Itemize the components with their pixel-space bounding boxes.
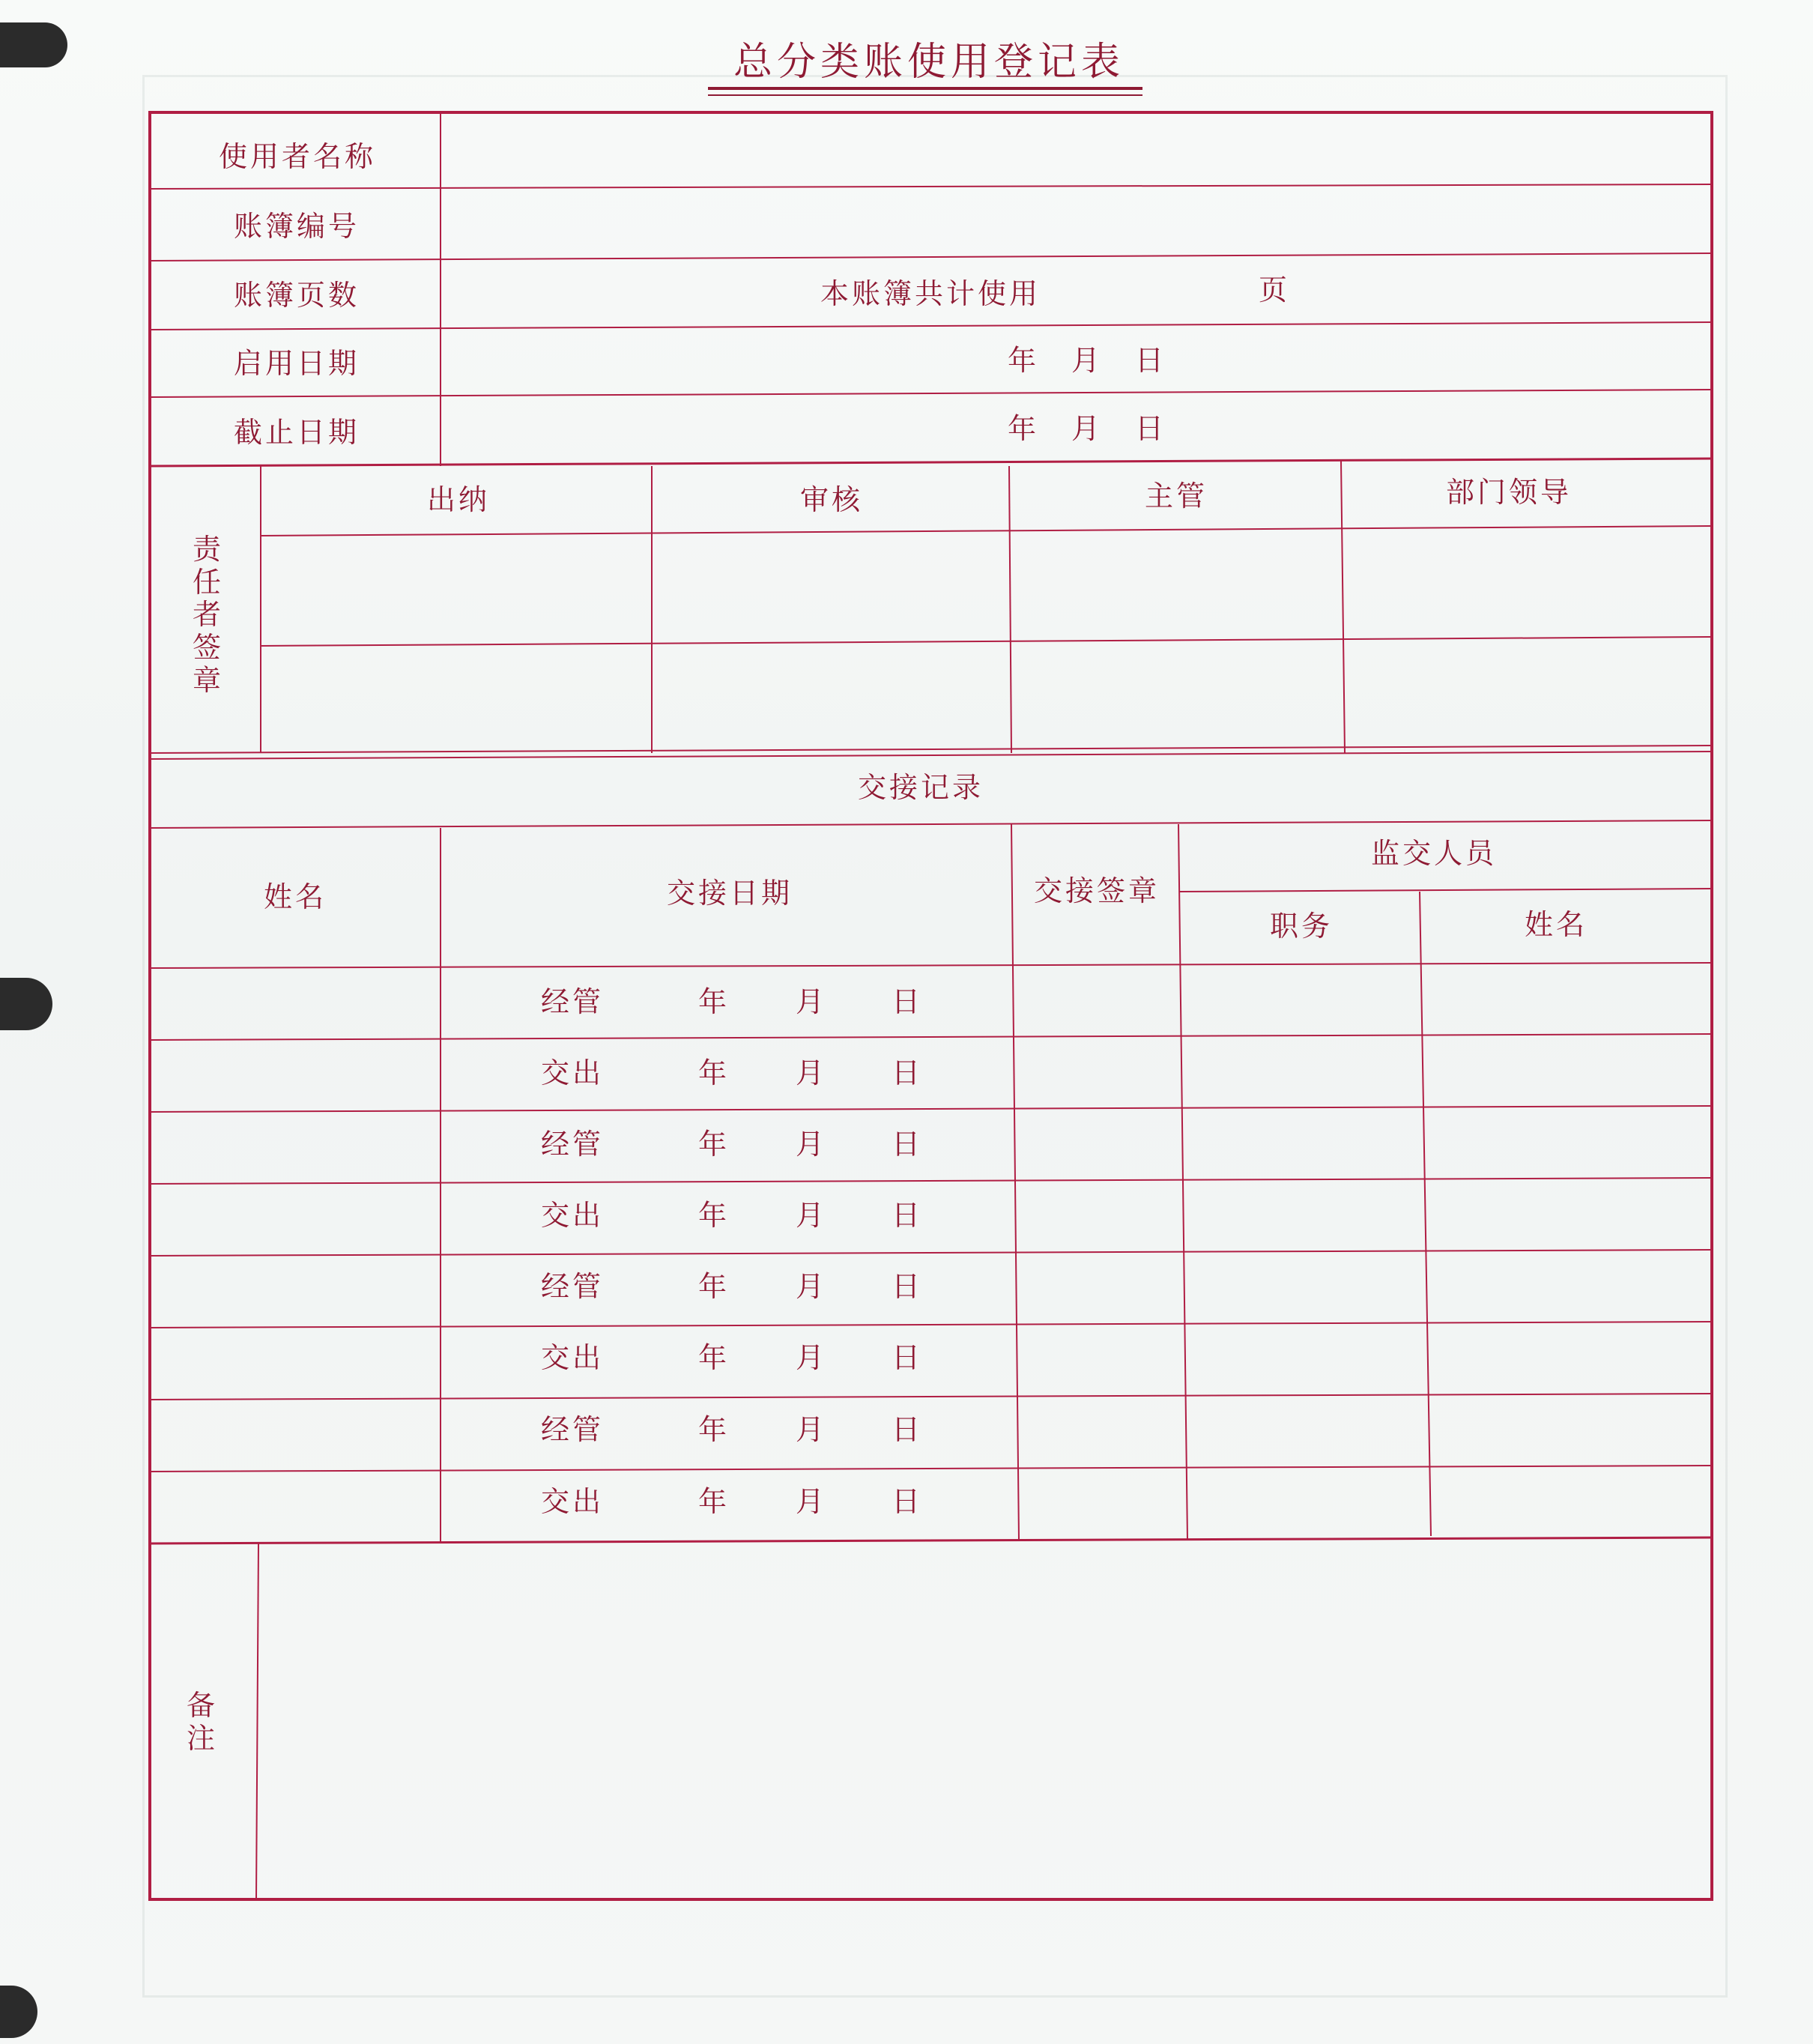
handover-row-year: 年 xyxy=(698,1128,730,1161)
handover-row-month: 月 xyxy=(796,1128,828,1161)
rule-row-5 xyxy=(150,1322,1712,1328)
handover-row-type: 经管 xyxy=(541,1128,605,1161)
handover-row-type: 交出 xyxy=(541,1485,605,1518)
handover-row-month: 月 xyxy=(796,1199,828,1232)
rule-row-2 xyxy=(150,1106,1712,1112)
handover-row-type: 经管 xyxy=(541,1413,605,1446)
resp-col-audit: 审核 xyxy=(800,483,864,516)
rule-handover-title xyxy=(150,820,1712,828)
handover-header-position: 职务 xyxy=(1270,910,1334,943)
rule-info-1 xyxy=(150,184,1712,189)
rule-handover-header xyxy=(150,963,1712,968)
start-date-month: 月 xyxy=(1071,344,1104,377)
rule-info-2 xyxy=(150,253,1712,261)
handover-header-supervisor-name: 姓名 xyxy=(1525,908,1588,941)
rule-resp-1 xyxy=(261,526,1712,536)
handover-row-type: 交出 xyxy=(541,1056,605,1089)
rule-resp-2 xyxy=(261,637,1712,646)
rule-remarks-vertical xyxy=(256,1543,258,1899)
handover-row-month: 月 xyxy=(796,1413,828,1446)
rule-info-4 xyxy=(150,390,1712,397)
end-date-label: 截止日期 xyxy=(234,416,360,449)
handover-row-day: 日 xyxy=(892,1485,924,1518)
end-date-month: 月 xyxy=(1071,412,1104,445)
handover-row-type: 交出 xyxy=(541,1341,605,1374)
rule-row-6 xyxy=(150,1394,1712,1400)
end-date-year: 年 xyxy=(1008,412,1040,445)
handover-header-supervisor: 监交人员 xyxy=(1371,837,1498,870)
handover-row-year: 年 xyxy=(698,985,730,1018)
handover-row-day: 日 xyxy=(892,1128,924,1161)
handover-row-year: 年 xyxy=(698,1056,730,1089)
responsibility-label: 责任者签章 xyxy=(192,533,221,697)
handover-row-day: 日 xyxy=(892,1413,924,1446)
handover-row-type: 经管 xyxy=(541,1270,605,1303)
end-date-day: 日 xyxy=(1135,412,1167,445)
handover-row-month: 月 xyxy=(796,1270,828,1303)
form-title: 总分类账使用登记表 xyxy=(733,40,1125,85)
page-count-text: 本账簿共计使用 xyxy=(820,277,1041,310)
resp-col-supervisor: 主管 xyxy=(1145,480,1208,512)
rule-info-3 xyxy=(150,322,1712,330)
handover-header-name: 姓名 xyxy=(264,880,327,913)
handover-row-type: 交出 xyxy=(541,1199,605,1232)
rule-handover-vertical-3 xyxy=(1178,824,1187,1540)
handover-row-year: 年 xyxy=(698,1270,730,1303)
handover-row-month: 月 xyxy=(796,985,828,1018)
rule-handover-vertical-2 xyxy=(1011,824,1019,1540)
handover-row-day: 日 xyxy=(892,1199,924,1232)
rule-resp-vertical-2 xyxy=(1009,466,1011,753)
user-name-label: 使用者名称 xyxy=(219,140,377,173)
handover-row-day: 日 xyxy=(892,985,924,1018)
remarks-label: 备注 xyxy=(186,1689,215,1755)
rule-row-3 xyxy=(150,1178,1712,1184)
book-number-field[interactable] xyxy=(450,193,1701,253)
page-count-label: 账簿页数 xyxy=(234,279,360,312)
handover-row-day: 日 xyxy=(892,1341,924,1374)
rule-info-5 xyxy=(150,459,1712,466)
start-date-day: 日 xyxy=(1135,344,1167,377)
rule-row-8 xyxy=(150,1537,1712,1543)
handover-row-month: 月 xyxy=(796,1341,828,1374)
rule-handover-supervisor xyxy=(1180,889,1712,892)
rule-resp-vertical-3 xyxy=(1341,461,1345,753)
remarks-field[interactable] xyxy=(270,1555,1701,1888)
handover-row-day: 日 xyxy=(892,1056,924,1089)
handover-header-signature: 交接签章 xyxy=(1034,874,1160,907)
handover-row-month: 月 xyxy=(796,1056,828,1089)
rule-row-4 xyxy=(150,1250,1712,1256)
start-date-label: 启用日期 xyxy=(234,347,360,380)
handover-row-year: 年 xyxy=(698,1413,730,1446)
rule-row-1 xyxy=(150,1034,1712,1040)
resp-col-dept-leader: 部门领导 xyxy=(1446,476,1573,509)
handover-row-type: 经管 xyxy=(541,985,605,1018)
start-date-year: 年 xyxy=(1008,344,1040,377)
user-name-field[interactable] xyxy=(450,120,1701,184)
handover-row-year: 年 xyxy=(698,1341,730,1374)
handover-row-year: 年 xyxy=(698,1199,730,1232)
handover-section-title: 交接记录 xyxy=(858,771,984,804)
handover-row-month: 月 xyxy=(796,1485,828,1518)
resp-col-cashier: 出纳 xyxy=(427,483,491,516)
handover-row-year: 年 xyxy=(698,1485,730,1518)
rule-row-7 xyxy=(150,1466,1712,1472)
handover-row-day: 日 xyxy=(892,1270,924,1303)
handover-header-date: 交接日期 xyxy=(667,877,793,910)
book-number-label: 账簿编号 xyxy=(234,210,360,243)
rule-handover-vertical-4 xyxy=(1420,892,1431,1536)
page-count-unit: 页 xyxy=(1259,273,1291,306)
